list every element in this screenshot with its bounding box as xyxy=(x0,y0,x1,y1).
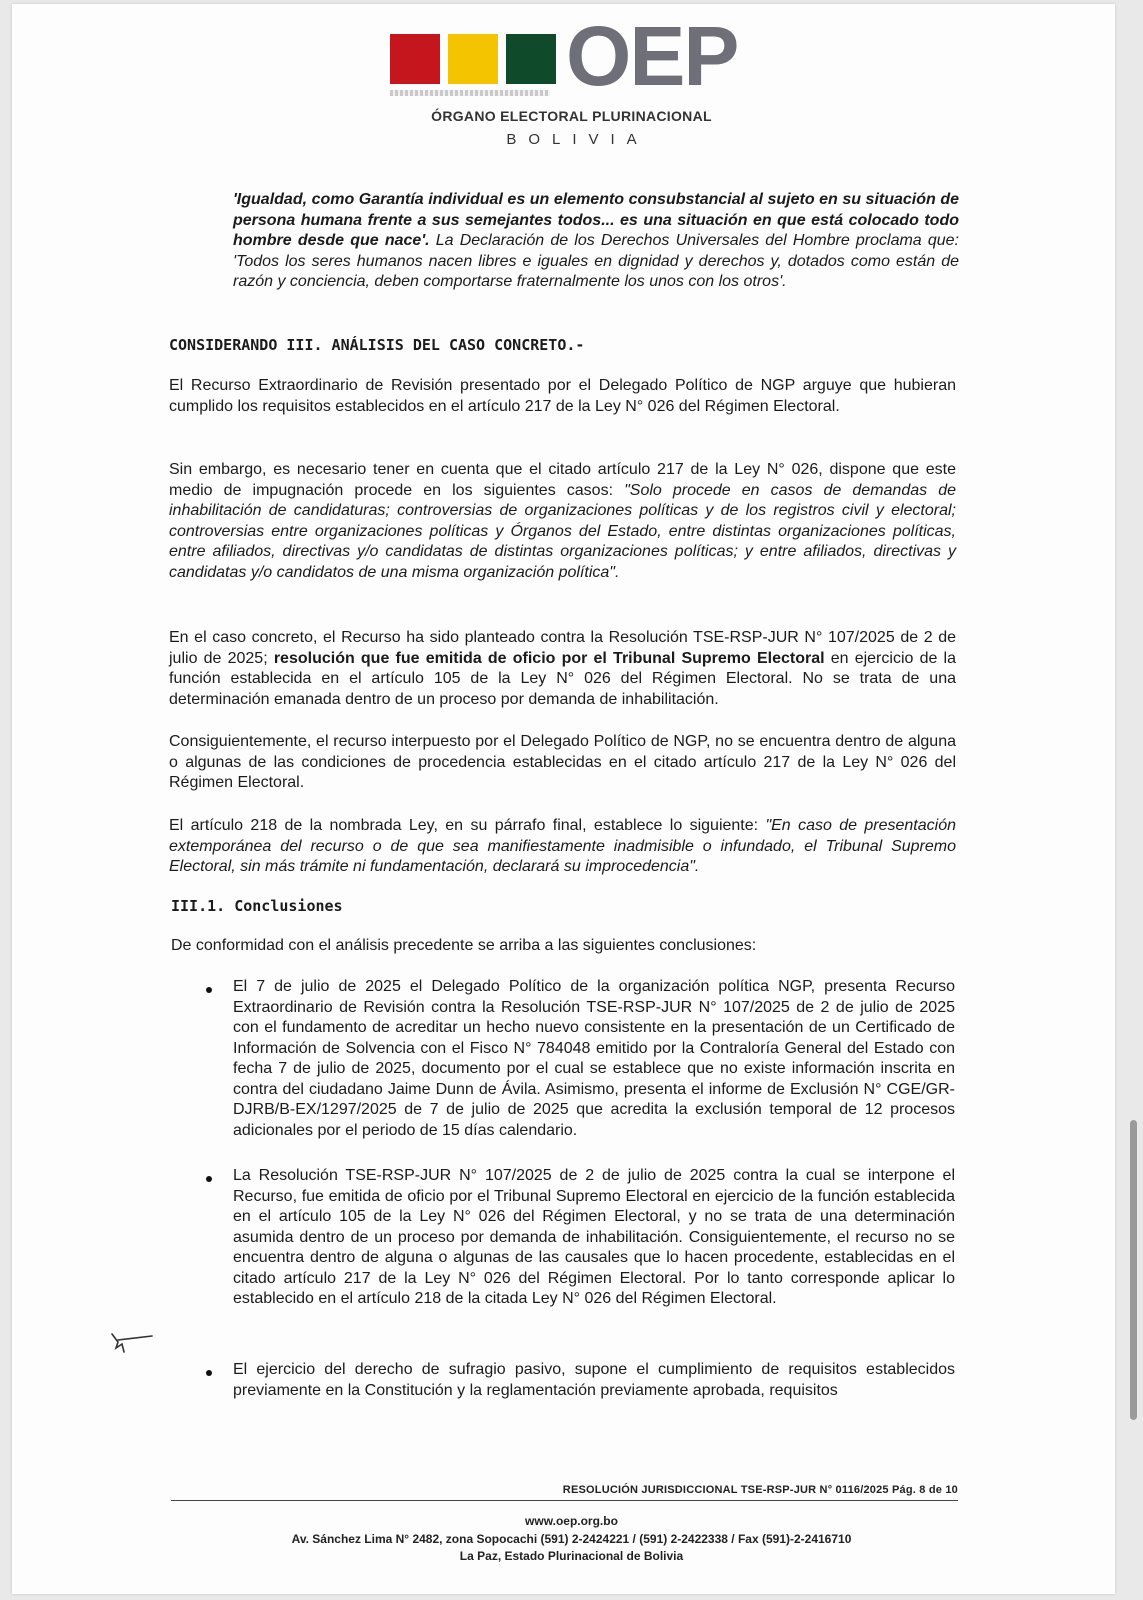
paragraph-2-quote: "Solo procede en casos de demandas de inhabilitación de candidaturas; controversias de organizaciones políticas y de los registros civil y electoral; controversias entre organizaciones políticas y Órganos del Estado, entre distintas organizaciones políticas, entre afiliados, directivas y/o candidatas de distintas organizaciones políticas; y entre afiliados, directivas y candidatas y/o candidatos de una misma organización política". xyxy=(169,481,956,581)
paragraph-3-bold: resolución que fue emitida de oficio por el Tribunal Supremo Electoral xyxy=(273,649,825,667)
paragraph-3 xyxy=(169,628,956,710)
footer-address: Av. Sánchez Lima N° 2482, zona Sopocachi (591) 2-2424221 / (591) 2-2422338 / Fax (591)-2-2416710 xyxy=(291,1532,852,1546)
scrollbar-thumb[interactable] xyxy=(1130,1120,1137,1420)
quote-paragraph xyxy=(233,190,959,293)
bullet-icon xyxy=(206,1370,212,1376)
logo-red-block xyxy=(390,34,440,84)
paragraph-3-b: en ejercicio de la función establecida en el artículo 105 de la Ley N° 026 del Régimen Electoral. No se trata de una determinación emanada dentro de un proceso por demanda de inhabilitación. xyxy=(169,649,956,708)
signature-mark-icon xyxy=(108,1322,158,1362)
footer-city: La Paz, Estado Plurinacional de Bolivia xyxy=(459,1549,684,1563)
paragraph-5-quote: "En caso de presentación extemporánea del recurso o de que sea manifiestamente inadmisible o infundado, el Tribunal Supremo Electoral, sin más trámite ni fundamentación, declarará su improcedencia". xyxy=(169,817,957,875)
oep-logo xyxy=(378,9,798,103)
footer-divider xyxy=(171,1500,958,1501)
conclusions-heading: III.1. Conclusiones xyxy=(171,897,343,915)
bullet-icon xyxy=(206,1176,212,1182)
quote-normal: La Declaración de los Derechos Universales del Hombre proclama que: 'Todos los seres humanos nacen libres e iguales en dignidad y derechos y, dotados como están de razón y conciencia, deben comportarse fraternalmente los unos con los otros'. xyxy=(233,232,960,290)
quote-bold: 'Igualdad, como Garantía individual es un elemento consubstancial al sujeto en su situación de persona humana frente a sus semejantes todos... es una situación en que está colocado todo hombre desde que nace'. xyxy=(233,191,959,249)
paragraph-3-a: En el caso concreto, el Recurso ha sido planteado contra la Resolución TSE-RSP-JUR N° 107/2025 de 2 de julio de 2025; xyxy=(169,629,956,667)
footer-reference: RESOLUCIÓN JURISDICCIONAL TSE-RSP-JUR N° 0116/2025 Pág. 8 de 10 xyxy=(562,1484,958,1496)
logo-green-block xyxy=(506,34,556,84)
footer-website: www.oep.org.bo xyxy=(525,1514,618,1528)
org-name: ÓRGANO ELECTORAL PLURINACIONAL xyxy=(431,108,712,124)
document-page xyxy=(12,4,1115,1594)
logo-text: OEP xyxy=(566,9,738,103)
paragraph-2 xyxy=(169,460,956,583)
paragraph-5-intro: El artículo 218 de la nombrada Ley, en su párrafo final, establece lo siguiente: xyxy=(169,817,766,834)
conclusion-1: El 7 de julio de 2025 el Delegado Político de la organización política NGP, presenta Recurso Extraordinario de Revisión contra la Resolución TSE-RSP-JUR N° 107/2025 de 2 de julio de 2025 con el fundamento de acreditar un hecho nuevo consistente en la presentación de un Certificado de Información de Solvencia con el Fisco N° 784048 emitido por la Contraloría General del Estado con fecha 7 de julio de 2025, documento por el cual se establece que no existe información inscrita en contra del ciudadano Jaime Dunn de Ávila. Asimismo, presenta el informe de Exclusión N° CGE/GR-DJRB/B-EX/1297/2025 de 7 de julio de 2025 que acredita la exclusión temporal de 12 procesos adicionales por el periodo de 15 días calendario. xyxy=(233,978,955,1139)
paragraph-2-intro: Sin embargo, es necesario tener en cuenta que el citado artículo 217 de la Ley N° 026, dispone que este medio de impugnación procede en los siguientes casos: xyxy=(169,461,956,499)
bullet-icon xyxy=(206,987,212,993)
logo-underline xyxy=(390,90,550,96)
paragraph-5 xyxy=(169,816,956,878)
section-heading: CONSIDERANDO III. ANÁLISIS DEL CASO CONCRETO.- xyxy=(169,336,585,354)
logo-yellow-block xyxy=(448,34,498,84)
paragraph-1: El Recurso Extraordinario de Revisión presentado por el Delegado Político de NGP arguye que hubieran cumplido los requisitos establecidos en el artículo 217 de la Ley N° 026 del Régimen Electoral. xyxy=(169,377,956,415)
country-name: BOLIVIA xyxy=(506,131,649,148)
conclusion-2: La Resolución TSE-RSP-JUR N° 107/2025 de 2 de julio de 2025 contra la cual se interpone el Recurso, fue emitida de oficio por el Tribunal Supremo Electoral en ejercicio de la función establecida en el artículo 105 de la Ley N° 026 del Régimen Electoral, y no se trata de una determinación asumida dentro de un proceso por demanda de inhabilitación. Consiguientemente, el recurso no se encuentra dentro de alguna o algunas de las causales que lo hacen procedente, establecidas en el citado artículo 217 de la Ley N° 026 del Régimen Electoral. Por lo tanto corresponde aplicar lo establecido en el artículo 218 de la citada Ley N° 026 del Régimen Electoral. xyxy=(233,1167,955,1307)
paragraph-4: Consiguientemente, el recurso interpuesto por el Delegado Político de NGP, no se encuentra dentro de alguna o algunas de las condiciones de procedencia establecidas en el citado artículo 217 de la Ley N° 026 del Régimen Electoral. xyxy=(169,733,956,791)
conclusions-intro: De conformidad con el análisis precedente se arriba a las siguientes conclusiones: xyxy=(171,937,757,954)
conclusion-3: El ejercicio del derecho de sufragio pasivo, supone el cumplimiento de requisitos establecidos previamente en la Constitución y la reglamentación previamente aprobada, requisitos xyxy=(233,1361,955,1399)
